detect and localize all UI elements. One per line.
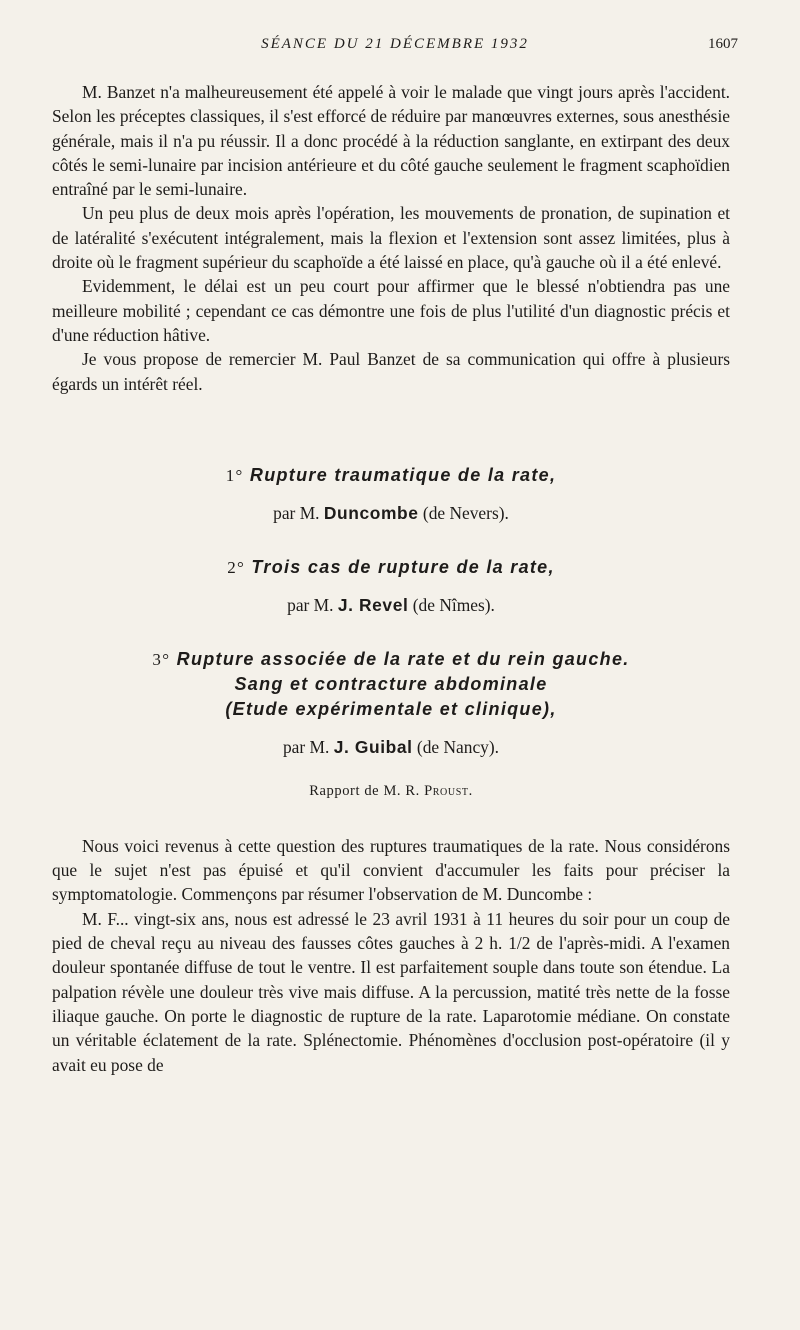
report-author: Proust xyxy=(424,782,469,799)
author-place: (de Nancy). xyxy=(416,736,500,757)
report-paragraph-2: M. F... vingt-six ans, nous est adressé le 23 avril 1931 à 11 heures du soir pour un coup de pied de cheval reçu au niveau des fausses côtes gauches à 2 h. 1/2 de l'après-midi. A l'examen douleur spontanée diffuse de tout le ventre. Il est parfaitement souple dans toute son étendue. La palpation révèle une douleur très vive mais diffuse. A la percussion, matité très nette de la fosse iliaque gauche. On porte le diagnostic de rupture de la rate. Laparotomie médiane. On constate un véritable éclatement de la rate. Splénectomie. Phénomènes d'occlusion post-opératoire (il y avait eu pose de xyxy=(52,908,730,1075)
article-title-line: (Etude expérimentale et clinique), xyxy=(225,698,557,719)
article-title xyxy=(52,647,730,672)
article-title-line: Rupture associée de la rate et du rein gauche. xyxy=(176,648,630,669)
intro-paragraph-1: M. Banzet n'a malheureusement été appelé à voir le malade que vingt jours après l'accident. Selon les préceptes classiques, il s'est efforcé de réduire par manœuvres externes, sous anesthésie générale, mais il n'a pu réussir. Il a donc procédé à la réduction sanglante, en extirpant des deux côtés le semi-lunaire par incision antérieure et du côté gauche seulement le fragment scaphoïdien entraîné par le semi-lunaire. xyxy=(52,82,730,200)
article-heading-3 xyxy=(52,647,730,759)
report-suffix: . xyxy=(468,782,473,799)
page-body xyxy=(52,80,730,1077)
intro-paragraph-2: Un peu plus de deux mois après l'opération, les mouvements de pronation, de supination et de latéralité s'exécutent intégralement, mais la flexion et l'extension sont assez limitées, plus à droite où le fragment supérieur du scaphoïde a été laissé en place, qu'à gauche où il a été enlevé. xyxy=(52,203,730,273)
running-head xyxy=(52,36,738,60)
running-head-title: SÉANCE DU 21 DÉCEMBRE 1932 xyxy=(261,36,529,52)
author-prefix: par M. xyxy=(282,736,330,757)
article-number: 1° xyxy=(225,465,244,485)
article-title xyxy=(52,463,730,488)
report-paragraph-1: Nous voici revenus à cette question des ruptures traumatiques de la rate. Nous considérons que le sujet n'est pas épuisé et qu'il convient d'accumuler les faits pour préciser la symptomatologie. Commençons par résumer l'observation de M. Duncombe : xyxy=(52,835,730,905)
article-title xyxy=(52,555,730,580)
article-heading-2 xyxy=(52,555,730,617)
author-place: (de Nevers). xyxy=(422,502,509,523)
article-author xyxy=(52,501,730,525)
intro-paragraph-4: Je vous propose de remercier M. Paul Banzet de sa communication qui offre à plusieurs égards un intérêt réel. xyxy=(52,349,730,394)
intro-paragraph-3: Evidemment, le délai est un peu court pour affirmer que le blessé n'obtiendra pas une meilleure mobilité ; cependant ce cas démontre une fois de plus l'utilité d'un diagnostic précis et d'une réduction hâtive. xyxy=(52,276,730,345)
article-number: 3° xyxy=(152,649,171,669)
author-name: Duncombe xyxy=(323,502,419,523)
article-title-line: Rupture traumatique de la rate, xyxy=(249,464,557,485)
article-author xyxy=(52,735,730,759)
article-title-line: Trois cas de rupture de la rate, xyxy=(251,556,555,577)
page-number: 1607 xyxy=(708,36,738,52)
author-prefix: par M. xyxy=(287,594,334,615)
article-number: 2° xyxy=(227,557,246,577)
report-prefix: Rapport de M. R. xyxy=(309,782,420,799)
report-line-text xyxy=(52,783,730,800)
report-line xyxy=(52,783,730,800)
author-prefix: par M. xyxy=(273,502,320,523)
article-title-line: Sang et contracture abdominale xyxy=(234,673,548,694)
article-author xyxy=(52,593,730,617)
author-name: J. Guibal xyxy=(333,736,413,757)
author-place: (de Nîmes). xyxy=(412,594,495,615)
article-heading-1 xyxy=(52,463,730,525)
author-name: J. Revel xyxy=(337,594,409,615)
